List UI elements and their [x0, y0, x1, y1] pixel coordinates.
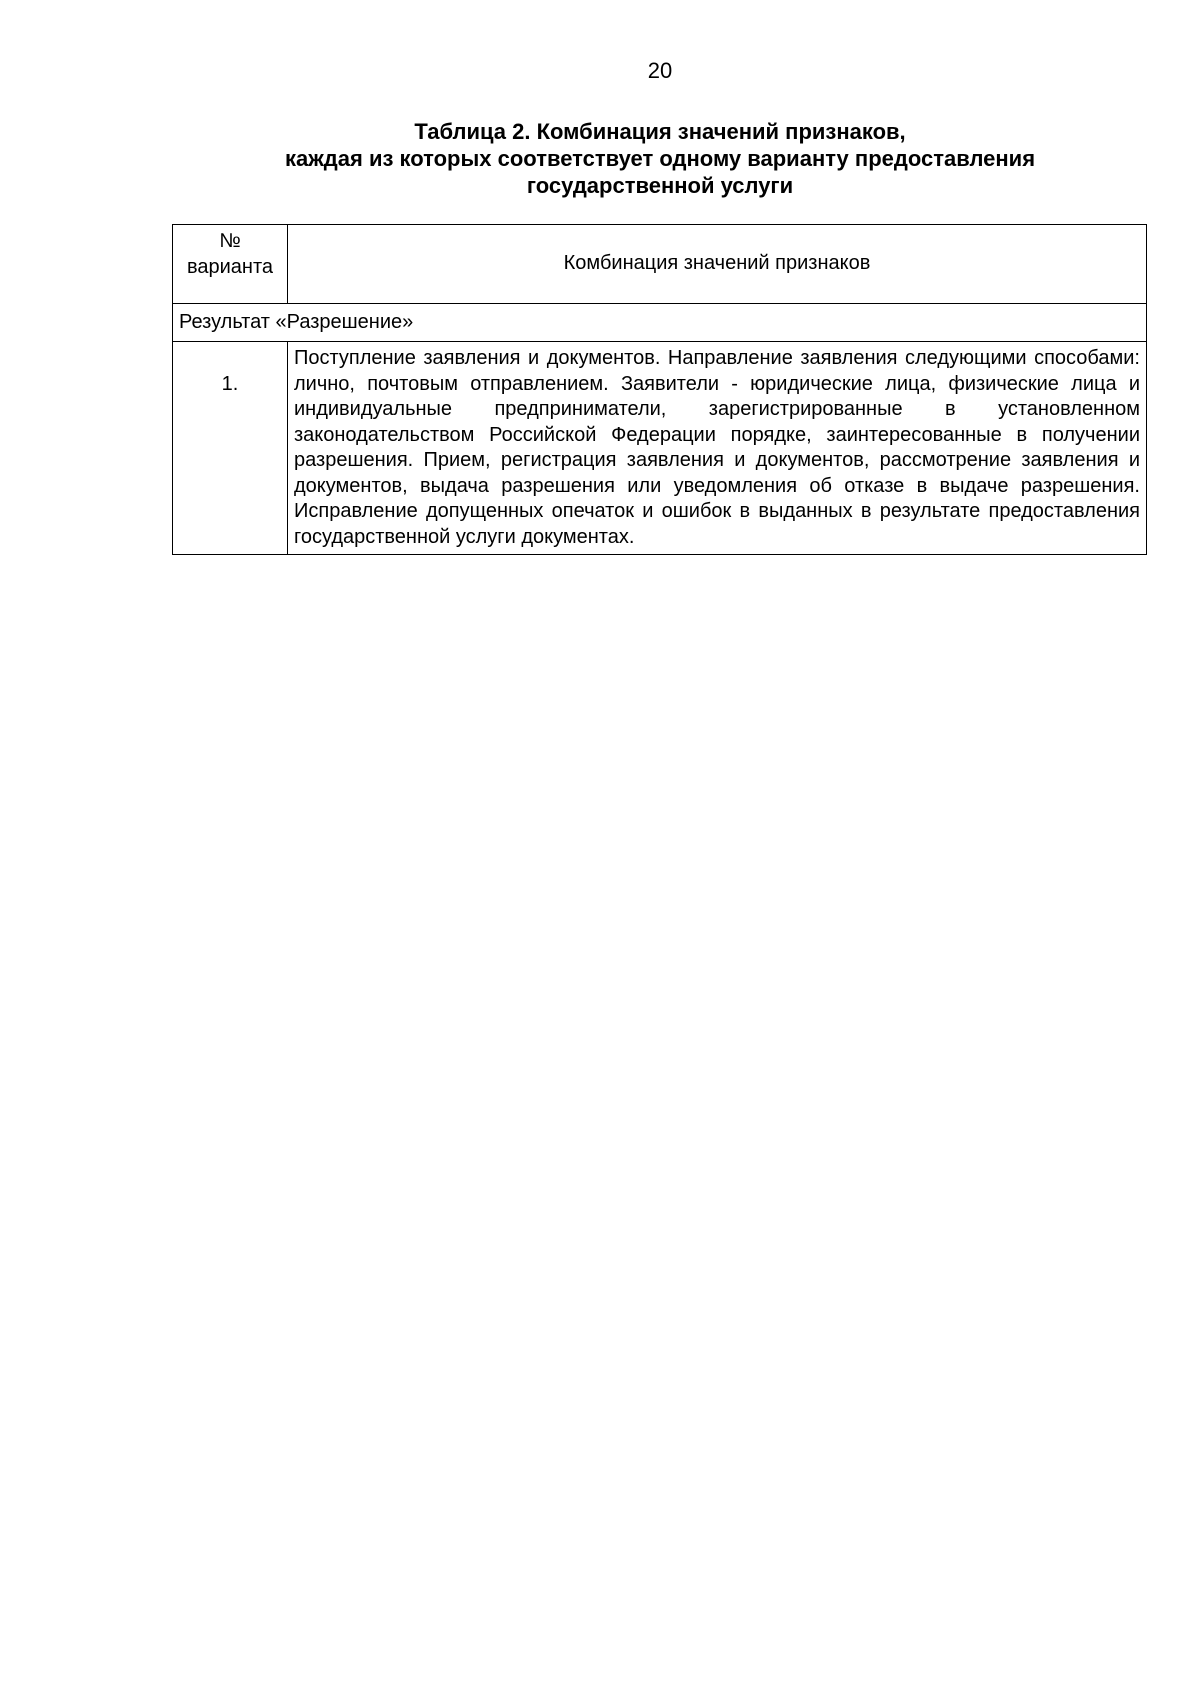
row-combination: Поступление заявления и документов. Направление заявления следующими способами: лично, почтовым отправлением. Заявители - юридические лица, физические лица и индивидуальные предприниматели, зарегистрированные в установленном законодательством Российской Федерации порядке, заинтересованные в получении разрешения. Прием, регистрация заявления и документов, рассмотрение заявления и документов, выдача разрешения или уведомления об отказе в выдаче разрешения. Исправление допущенных опечаток и ошибок в выданных в результате предоставления государственной услуги документах.	[288, 342, 1147, 555]
header-combination: Комбинация значений признаков	[288, 225, 1147, 304]
row-variant-number: 1.	[173, 342, 288, 555]
table-section-row	[173, 304, 1147, 342]
section-result-permission: Результат «Разрешение»	[173, 304, 1147, 342]
table-title-line-2: каждая из которых соответствует одному варианту предоставления	[284, 146, 1036, 171]
variants-table	[172, 224, 1147, 555]
table-row	[173, 342, 1147, 555]
table-header-row	[173, 225, 1147, 304]
table-title-line-1: Таблица 2. Комбинация значений признаков,	[414, 119, 906, 144]
table-title	[180, 118, 1140, 199]
header-variant-number-line-2: варианта	[186, 255, 274, 278]
table-title-line-3: государственной услуги	[526, 173, 794, 198]
header-variant-number-line-1: №	[219, 230, 241, 252]
header-variant-number	[173, 225, 288, 304]
page-number: 20	[647, 58, 673, 83]
